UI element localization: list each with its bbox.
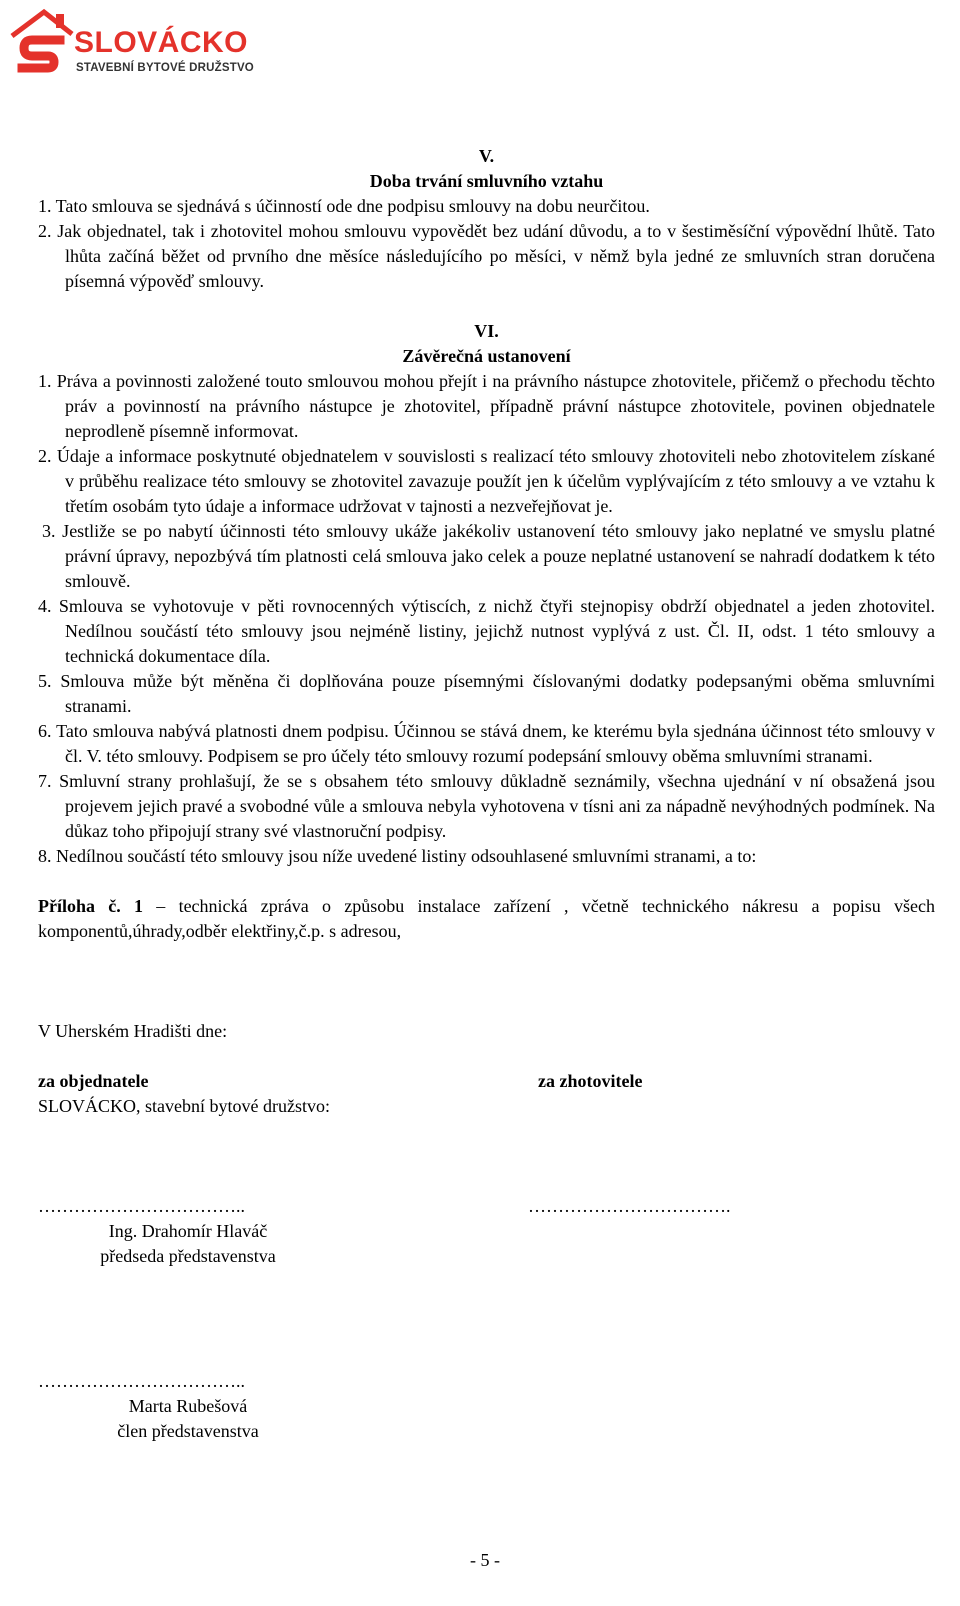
section-6-item-1: 1. Práva a povinnosti založené touto smlouvou mohou přejít i na právního nástupce zhotovitele, přičemž o přechodu těchto práv a povinností na právního nástupce je zhotovitel, případně právní nástupce zhotovitele, povinen objednatele neprodleně písemně informovat. <box>38 371 935 441</box>
logo-subtitle: STAVEBNÍ BYTOVÉ DRUŽSTVO <box>76 62 254 74</box>
left-signature-heading: za objednatele <box>38 1071 149 1091</box>
signer-2-role: člen představenstva <box>117 1421 259 1441</box>
right-signature-heading: za zhotovitele <box>538 1071 643 1091</box>
section-6-number: VI. <box>474 321 499 341</box>
signer-2-name: Marta Rubešová <box>128 1396 248 1416</box>
signature-line-right-1: ……………………………. <box>528 1196 731 1216</box>
section-6-item-5: 5. Smlouva může být měněna či doplňována pouze písemnými číslovanými dodatky podepsanými oběma smluvními stranami. <box>38 671 935 716</box>
section-5-number: V. <box>478 146 495 166</box>
section-5-item-1: 1. Tato smlouva se sjednává s účinností ode dne podpisu smlouvy na dobu neurčitou. <box>38 196 650 216</box>
signer-1-name: Ing. Drahomír Hlaváč <box>108 1221 268 1241</box>
section-5-title: Doba trvání smluvního vztahu <box>369 171 604 191</box>
annex-label: Příloha č. 1 <box>38 896 144 916</box>
section-6-item-4: 4. Smlouva se vyhotovuje v pěti rovnocenných výtiscích, z nichž čtyři stejnopisy obdrží objednatel a jeden zhotovitel. Nedílnou součástí této smlouvy jsou nejméně listiny, jejichž nutnost vyplývá z ust. Čl. II, odst. 1 této smlouvy a technická dokumentace díla. <box>38 596 935 666</box>
section-6-item-8: 8. Nedílnou součástí této smlouvy jsou níže uvedené listiny odsouhlasené smluvními stranami, a to: <box>38 846 757 866</box>
company-logo <box>8 6 298 78</box>
section-6-item-7: 7. Smluvní strany prohlašují, že se s obsahem této smlouvy důkladně seznámily, všechna ujednání v ní obsažená jsou projevem jejich pravé a svobodné vůle a smlouva nebyla vyhotovena v tísni ani za nápadně nevýhodných podmínek. Na důkaz toho připojují strany své vlastnoruční podpisy. <box>38 771 935 841</box>
section-6-item-2: 2. Údaje a informace poskytnuté objednatelem v souvislosti s realizací této smlouvy zhotoviteli nebo zhotovitelem získané v průběhu realizace této smlouvy se zhotovitel zavazuje použít jen k účelům vyplývajícím z této smlouvy a ve vztahu k třetím osobám tyto údaje a informace udržovat v tajnosti a nezveřejňovat je. <box>38 446 935 516</box>
logo-title: SLOVÁCKO <box>74 26 249 59</box>
section-6-item-3: 3. Jestliže se po nabytí účinnosti této smlouvy ukáže jakékoliv ustanovení této smlouvy jako neplatné ve smyslu platné právní úpravy, nepozbývá tím platnosti celá smlouva jako celek a pouze neplatné ustanovení se nahradí dodatkem k této smlouvě. <box>42 521 935 591</box>
signer-1-role: předseda představenstva <box>100 1246 276 1266</box>
house-logo-icon <box>8 6 80 78</box>
document-body <box>38 144 935 1444</box>
signature-line-left-2: …………………………….. <box>38 1371 245 1391</box>
annex-paragraph <box>38 894 935 944</box>
section-5-item-2: 2. Jak objednatel, tak i zhotovitel mohou smlouvu vypovědět bez udání důvodu, a to v šestiměsíční výpovědní lhůtě. Tato lhůta začíná běžet od prvního dne měsíce následujícího po měsíci, v němž byla jedné ze smluvních stran doručena písemná výpověď smlouvy. <box>38 221 935 291</box>
section-6-item-6: 6. Tato smlouva nabývá platnosti dnem podpisu. Účinnou se stává dnem, ke kterému byla sjednána účinnost této smlouvy v čl. V. této smlouvy. Podpisem se pro účely této smlouvy rozumí podepsání smlouvy oběma smluvními stranami. <box>38 721 935 766</box>
section-6-title: Závěrečná ustanovení <box>402 346 571 366</box>
annex-text: – technická zpráva o způsobu instalace zařízení , včetně technického nákresu a popisu všech komponentů,úhrady,odběr elektřiny,č.p. s adresou, <box>38 896 935 941</box>
place-date: V Uherském Hradišti dne: <box>38 1021 228 1041</box>
signature-line-left-1: …………………………….. <box>38 1196 245 1216</box>
page-number: - 5 - <box>470 1550 500 1570</box>
left-signature-org: SLOVÁCKO, stavební bytové družstvo: <box>38 1096 330 1116</box>
